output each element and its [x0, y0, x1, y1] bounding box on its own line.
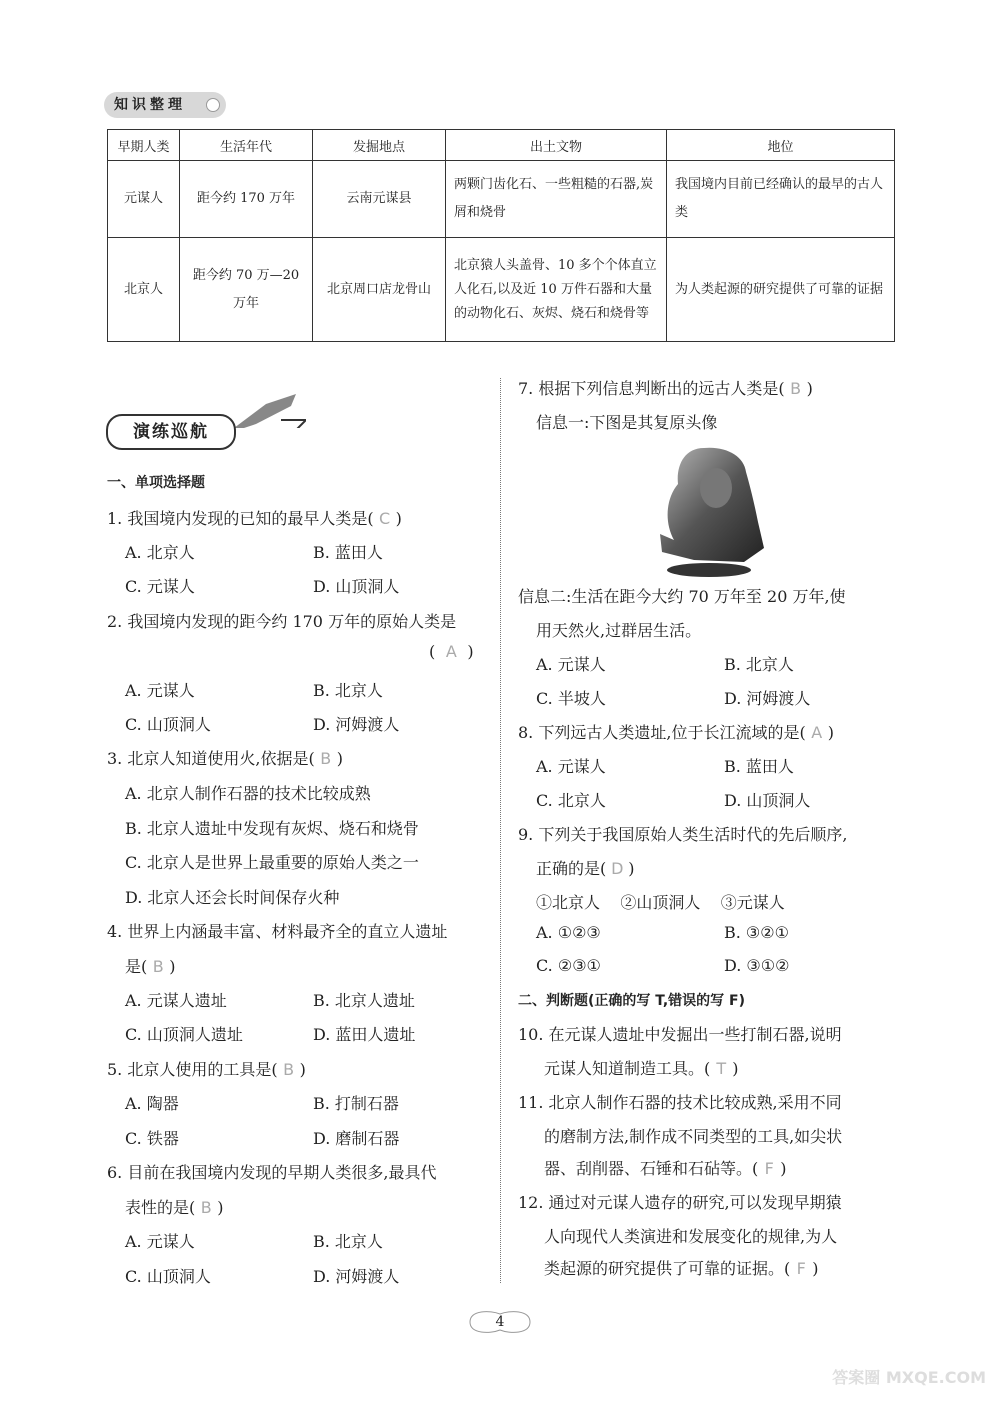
section-banner	[104, 92, 226, 118]
option: C. 北京人	[536, 791, 606, 810]
question-2-stem: 2. 我国境内发现的距今约 170 万年的原始人类是	[107, 612, 457, 631]
question-5-stem: 5. 北京人使用的工具是( B )	[107, 1060, 306, 1079]
table-header: 生活年代	[180, 130, 313, 161]
answer-mark: B	[790, 379, 802, 398]
question-1-stem: 1. 我国境内发现的已知的最早人类是( C )	[107, 509, 402, 528]
table-cell: 元谋人	[108, 161, 180, 238]
option: D. 河姆渡人	[313, 715, 400, 734]
option: A. 元谋人遗址	[125, 991, 227, 1010]
question-10-line-cont: 元谋人知道制造工具。( T )	[544, 1059, 739, 1078]
option: A. ①②③	[536, 923, 601, 942]
option: D. 蓝田人遗址	[313, 1025, 416, 1044]
page-number	[460, 1304, 540, 1340]
table-header: 地位	[667, 130, 895, 161]
table-row	[108, 161, 895, 238]
table-header: 早期人类	[108, 130, 180, 161]
answer-mark: B	[283, 1060, 295, 1079]
option: C. 山顶洞人	[125, 715, 211, 734]
answer-mark: F	[764, 1159, 774, 1178]
section-logo	[106, 410, 306, 450]
table-header: 出土文物	[446, 130, 667, 161]
table-cell: 距今约 70 万—20 万年	[180, 238, 313, 342]
option: B. 北京人	[313, 681, 383, 700]
question-12-line-cont: 类起源的研究提供了可靠的证据。( F )	[544, 1259, 819, 1278]
table-cell: 北京猿人头盖骨、10 多个个体直立人化石,以及近 10 万件石器和大量的动物化石、灰烬、烧石和烧骨等	[446, 238, 667, 342]
question-7-stem: 7. 根据下列信息判断出的远古人类是( B )	[518, 379, 813, 398]
part2-title: 二、判断题(正确的写 T,错误的写 F)	[518, 993, 745, 1009]
column-divider	[500, 378, 501, 1283]
option: C. ②③①	[536, 956, 601, 975]
watermark: 答案圈 MXQE.COM	[832, 1368, 986, 1387]
option: C. 山顶洞人遗址	[125, 1025, 243, 1044]
option: A. 元谋人	[536, 757, 606, 776]
option: C. 元谋人	[125, 577, 195, 596]
answer-mark: B	[320, 749, 332, 768]
option: D. 磨制石器	[313, 1129, 400, 1148]
answer-mark: A	[445, 642, 457, 661]
table-cell: 云南元谋县	[313, 161, 446, 238]
question-9-items: ①北京人 ②山顶洞人 ③元谋人	[536, 893, 785, 912]
answer-mark: T	[716, 1059, 727, 1078]
info-2-cont: 用天然火,过群居生活。	[536, 621, 702, 640]
question-11-line-cont: 的磨制方法,制作成不同类型的工具,如尖状	[544, 1127, 843, 1146]
bust-figure	[654, 442, 774, 578]
question-6-stem: 6. 目前在我国境内发现的早期人类很多,最具代	[107, 1163, 437, 1182]
table-cell: 两颗门齿化石、一些粗糙的石器,炭屑和烧骨	[446, 161, 667, 238]
option: A. 元谋人	[125, 1232, 195, 1251]
table-cell: 我国境内目前已经确认的最早的古人类	[667, 161, 895, 238]
answer-mark: F	[796, 1259, 806, 1278]
banner-dot-icon	[206, 98, 220, 112]
table-cell: 为人类起源的研究提供了可靠的证据	[667, 238, 895, 342]
option: B. 北京人遗址	[313, 991, 415, 1010]
option: B. 蓝田人	[313, 543, 383, 562]
option: B. 蓝田人	[724, 757, 794, 776]
part1-title: 一、单项选择题	[107, 475, 205, 491]
info-1: 信息一:下图是其复原头像	[536, 413, 718, 432]
table-header-row	[108, 130, 895, 161]
table-cell: 北京人	[108, 238, 180, 342]
knowledge-table	[107, 129, 895, 342]
section-logo-label: 演练巡航	[106, 414, 236, 450]
answer-mark: B	[200, 1198, 212, 1217]
option: D. 河姆渡人	[313, 1267, 400, 1286]
answer-bracket: ( A )	[429, 642, 474, 661]
option: B. 北京人遗址中发现有灰烬、烧石和烧骨	[125, 819, 419, 838]
option: D. 山顶洞人	[313, 577, 400, 596]
question-9-stem-cont: 正确的是( D )	[536, 859, 635, 878]
option: B. 打制石器	[313, 1094, 399, 1113]
option: A. 元谋人	[536, 655, 606, 674]
option: B. 北京人	[724, 655, 794, 674]
option: C. 山顶洞人	[125, 1267, 211, 1286]
table-cell: 北京周口店龙骨山	[313, 238, 446, 342]
answer-mark: C	[379, 509, 391, 528]
option: A. 元谋人	[125, 681, 195, 700]
question-10-line: 10. 在元谋人遗址中发掘出一些打制石器,说明	[518, 1025, 842, 1044]
question-12-line: 12. 通过对元谋人遗存的研究,可以发现早期猿	[518, 1193, 842, 1212]
option: C. 半坡人	[536, 689, 606, 708]
option: D. 北京人还会长时间保存火种	[125, 888, 340, 907]
answer-mark: A	[811, 723, 823, 742]
answer-mark: D	[611, 859, 624, 878]
option: D. ③①②	[724, 956, 790, 975]
info-2: 信息二:生活在距今大约 70 万年至 20 万年,使	[518, 587, 846, 606]
option: A. 北京人制作石器的技术比较成熟	[125, 784, 371, 803]
question-6-stem-cont: 表性的是( B )	[125, 1198, 224, 1217]
option: C. 北京人是世界上最重要的原始人类之一	[125, 853, 419, 872]
answer-mark: B	[152, 957, 164, 976]
option: A. 陶器	[125, 1094, 179, 1113]
question-4-stem: 4. 世界上内涵最丰富、材料最齐全的直立人遗址	[107, 922, 448, 941]
question-4-stem-cont: 是( B )	[125, 957, 176, 976]
question-11-line-cont: 器、刮削器、石锤和石砧等。( F )	[544, 1159, 787, 1178]
option: B. 北京人	[313, 1232, 383, 1251]
question-11-line: 11. 北京人制作石器的技术比较成熟,采用不同	[518, 1093, 842, 1112]
option: D. 山顶洞人	[724, 791, 811, 810]
question-3-stem: 3. 北京人知道使用火,依据是( B )	[107, 749, 343, 768]
question-12-line-cont: 人向现代人类演进和发展变化的规律,为人	[544, 1227, 838, 1246]
option: B. ③②①	[724, 923, 789, 942]
table-row	[108, 238, 895, 342]
option: C. 铁器	[125, 1129, 179, 1148]
table-header: 发掘地点	[313, 130, 446, 161]
option: D. 河姆渡人	[724, 689, 811, 708]
question-9-stem: 9. 下列关于我国原始人类生活时代的先后顺序,	[518, 825, 848, 844]
page-number-label: 4	[495, 1314, 505, 1330]
table-cell: 距今约 170 万年	[180, 161, 313, 238]
question-8-stem: 8. 下列远古人类遗址,位于长江流域的是( A )	[518, 723, 834, 742]
option: A. 北京人	[125, 543, 195, 562]
banner-label: 知识整理	[114, 97, 186, 113]
